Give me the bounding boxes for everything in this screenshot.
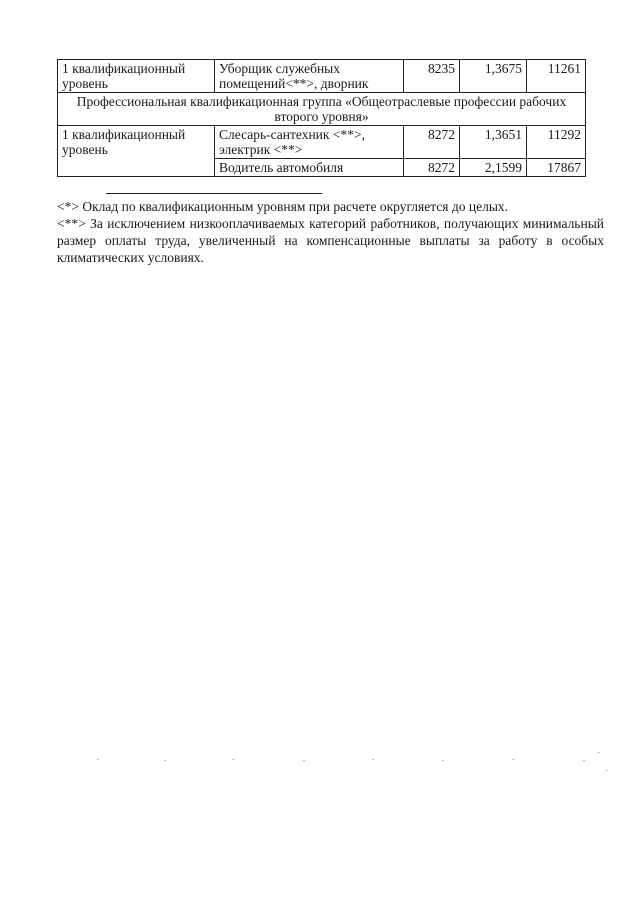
footnote-2: <**> За исключением низкооплачиваемых категорий работников, получающих минимальный размер оплаты труда, увеличенный на компенсационные выплаты за работу в особых климатических условиях. bbox=[57, 216, 604, 265]
position-cell: Слесарь-сантехник <**>, электрик <**> bbox=[215, 126, 404, 159]
coefficient-cell: 1,3651 bbox=[460, 126, 527, 159]
salary-cell: 11292 bbox=[527, 126, 586, 159]
scan-speck bbox=[442, 760, 444, 761]
professional-group-title: Профессиональная квалификационная группа «Общеотраслевые профессии рабочих второго уровня» bbox=[58, 93, 586, 126]
base-salary-cell: 8272 bbox=[404, 126, 460, 159]
scan-speck bbox=[97, 759, 99, 760]
salary-cell: 17867 bbox=[527, 159, 586, 177]
qualification-level-cell: 1 квалификационный уровень bbox=[58, 126, 215, 177]
scan-speck bbox=[606, 770, 608, 771]
scan-speck bbox=[598, 752, 600, 753]
scan-speck bbox=[372, 759, 374, 760]
scan-speck bbox=[303, 760, 305, 761]
salary-cell: 11261 bbox=[527, 60, 586, 93]
scan-speck bbox=[164, 760, 166, 761]
coefficient-cell: 2,1599 bbox=[460, 159, 527, 177]
scan-speck bbox=[232, 759, 234, 760]
base-salary-cell: 8235 bbox=[404, 60, 460, 93]
base-salary-cell: 8272 bbox=[404, 159, 460, 177]
coefficient-cell: 1,3675 bbox=[460, 60, 527, 93]
scan-speck bbox=[583, 760, 585, 761]
position-cell: Уборщик служебных помещений<**>, дворник bbox=[215, 60, 404, 93]
position-cell: Водитель автомобиля bbox=[215, 159, 404, 177]
qualification-level-cell: 1 квалификационный уровень bbox=[58, 60, 215, 93]
footnote-1: <*> Оклад по квалификационным уровням при расчете округляется до целых. bbox=[57, 199, 509, 214]
scan-speck bbox=[512, 759, 514, 760]
